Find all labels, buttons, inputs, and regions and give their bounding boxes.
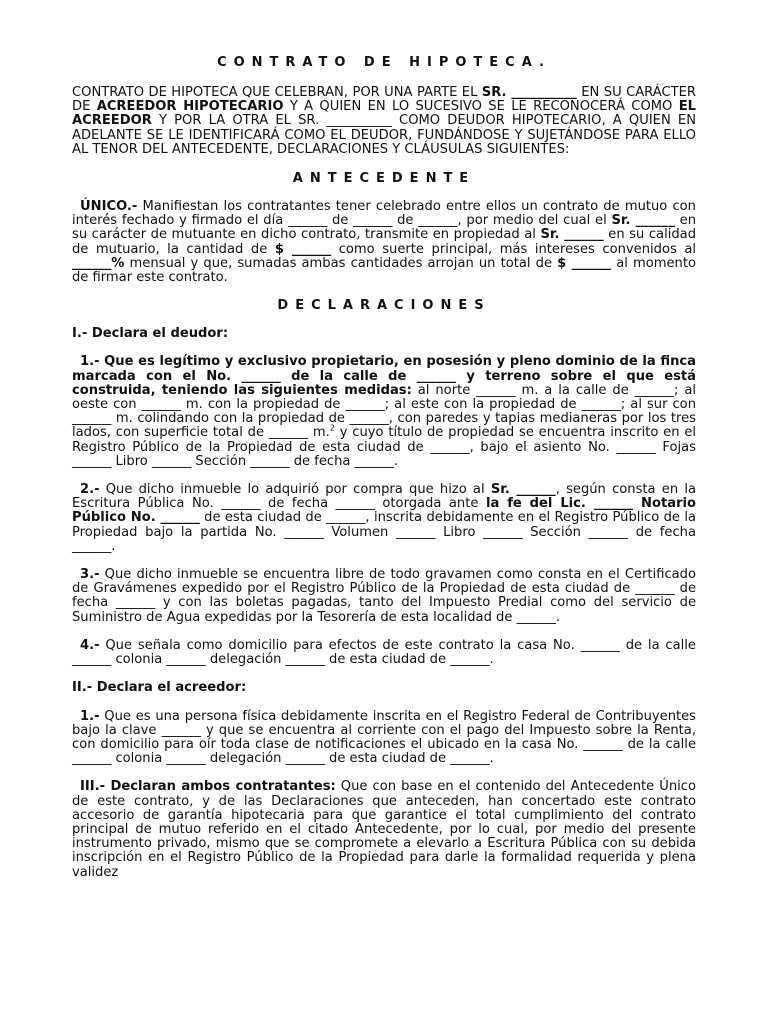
unico-bold-3: Sr. ______ xyxy=(540,227,604,243)
unico-text-5: mensual y que, sumadas ambas cantidades arrojan un total de xyxy=(124,255,558,271)
intro-text-1: CONTRATO DE HIPOTECA QUE CELEBRAN, POR UNA PARTE EL xyxy=(72,85,482,100)
d4-bold-1: 4.- xyxy=(80,637,100,653)
unico-text-3: en su calidad de mutuario, la cantidad de xyxy=(72,227,697,257)
d2-bold-1: 2.- xyxy=(80,482,100,498)
unico-bold-2: Sr. ______ xyxy=(611,213,675,229)
unico-text-2: en su carácter de mutuante en dicho contrato, transmite en propiedad al xyxy=(72,213,696,243)
ambos-bold-1: III.- Declaran ambos contratantes: xyxy=(80,779,336,795)
intro-text-2: EN SU CARÁCTER DE xyxy=(72,85,696,115)
d2-bold-3: la fe del Lic. ______ Notario Público No. ______ xyxy=(72,496,697,526)
deudor-heading: I.- Declara el deudor: xyxy=(72,326,229,342)
d1-text-2: y cuyo título de propiedad se encuentra inscrito en el Registro Público de la Propiedad de esta ciudad de ______, bajo el asiento No. ______ Fojas ______ Libro ______ Sección ______ de fecha ______. xyxy=(72,425,697,469)
d3-text-1: Que dicho inmueble se encuentra libre de todo gravamen como consta en el Certificado de Gravámenes expedido por el Registro Público de la Propiedad de esta ciudad de ______ de fecha ______ y con las boletas pagadas, tanto del Impuesto Predial como del servicio de Suministro de Agua expedidas por la Tesorería de esta localidad de ______. xyxy=(72,567,696,625)
d1-bold-1: 1.- Que es legítimo y exclusivo propietario, en posesión y pleno dominio de la finca marcada con el No. ______ de la calle de ______ y terreno sobre el que está construida, teniendo las siguientes medidas: xyxy=(72,354,696,398)
deudor-declaration-2 xyxy=(72,483,696,554)
deudor-declaration-1 xyxy=(72,355,696,469)
unico-text-4: como suerte principal, más intereses convenidos al xyxy=(331,241,696,257)
intro-paragraph xyxy=(72,86,696,157)
d2-text-2: , según consta en la Escritura Pública No. ______ de fecha ______ otorgada ante xyxy=(72,482,696,512)
deudor-declaration-4 xyxy=(72,639,696,667)
a1-text-1: Que es una persona física debidamente inscrita en el Registro Federal de Contribuyentes bajo la clave ______ y que se encuentra al corriente con el pago del Impuesto sobre la Renta, con domicilio para oír toda clase de notificaciones el ubicado en la casa No. ______ de la calle ______ colonia ______ delegación ______ de esta ciudad de ______. xyxy=(72,708,696,767)
a1-bold-1: 1.- xyxy=(80,708,100,724)
d2-bold-2: Sr. ______ xyxy=(490,482,556,498)
d2-text-1: Que dicho inmueble lo adquirió por compra que hizo al xyxy=(99,482,491,498)
document-title: CONTRATO DE HIPOTECA. xyxy=(217,55,551,70)
intro-text-4: Y POR LA OTRA EL SR. __________ COMO DEUDOR HIPOTECARIO, A QUIEN EN ADELANTE SE LE IDENTIFICARÁ COMO EL DEUDOR, FUNDÁNDOSE Y SUJETÁNDOSE PARA ELLO AL TENOR DEL ANTECEDENTE, DECLARACIONES Y CLÁUSULAS SIGUIENTES: xyxy=(72,113,696,157)
d1-text-1: al norte ______ m. a la calle de ______; al oeste con ______ m. con la propiedad de ______; al este con la propiedad de ______; al sur con ______ m. colindando con la propiedad de ______, con paredes y tapias medianeras por los tres lados, con superficie total de ______ m. xyxy=(72,382,696,441)
acreedor-declaration-1 xyxy=(72,710,696,767)
ambos-text-1: Que con base en el contenido del Antecedente Único de este contrato, y de las Declaraciones que anteceden, han concertado este contrato accesorio de garantía hipotecaria para que garantice el total cumplimiento del contrato principal de mutuo referido en el citado Antecedente, por lo cual, por medio del presente instrumento privado, mismo que se compromete a elevarlo a Escritura Pública con su debida inscripción en el Registro Público de la Propiedad para darle la formalidad requerida y plena validez xyxy=(72,779,696,880)
unico-paragraph xyxy=(72,200,696,285)
unico-bold-1: ÚNICO.- xyxy=(80,199,138,215)
d3-bold-1: 3.- xyxy=(80,567,100,583)
unico-text-1: Manifiestan los contratantes tener celebrado entre ellos un contrato de mutuo con interés fechado y firmado el día ______ de ______ de ______, por medio del cual el xyxy=(72,199,696,229)
acreedor-heading: II.- Declara el acreedor: xyxy=(72,680,247,696)
ambos-declaration xyxy=(72,780,696,879)
unico-bold-6: $ ______ xyxy=(557,255,612,271)
unico-text-6: al momento de firmar este contrato. xyxy=(72,255,696,286)
declaraciones-heading: DECLARACIONES xyxy=(277,298,491,314)
intro-bold-3: EL ACREEDOR xyxy=(72,99,696,129)
unico-bold-4: $ ______ xyxy=(274,241,332,257)
intro-bold-2: ACREEDOR HIPOTECARIO xyxy=(96,99,284,115)
document-body xyxy=(72,56,696,880)
antecedente-heading: ANTECEDENTE xyxy=(292,171,476,187)
d4-text-1: Que señala como domicilio para efectos de este contrato la casa No. ______ de la calle ______ colonia ______ delegación ______ de esta ciudad de ______. xyxy=(72,637,696,668)
unico-bold-5: ______% xyxy=(72,255,125,271)
intro-bold-1: SR. __________ xyxy=(481,85,577,100)
intro-text-3: Y A QUIEN EN LO SUCESIVO SE LE RECONOCERÁ COMO xyxy=(283,99,679,115)
deudor-declaration-3 xyxy=(72,568,696,625)
d1-superscript: 2 xyxy=(329,424,335,434)
d2-text-3: de esta ciudad de ______, inscrita debidamente en el Registro Público de la Propiedad bajo la partida No. ______ Volumen ______ Libro ______ Sección ______ de fecha ______. xyxy=(72,510,696,554)
